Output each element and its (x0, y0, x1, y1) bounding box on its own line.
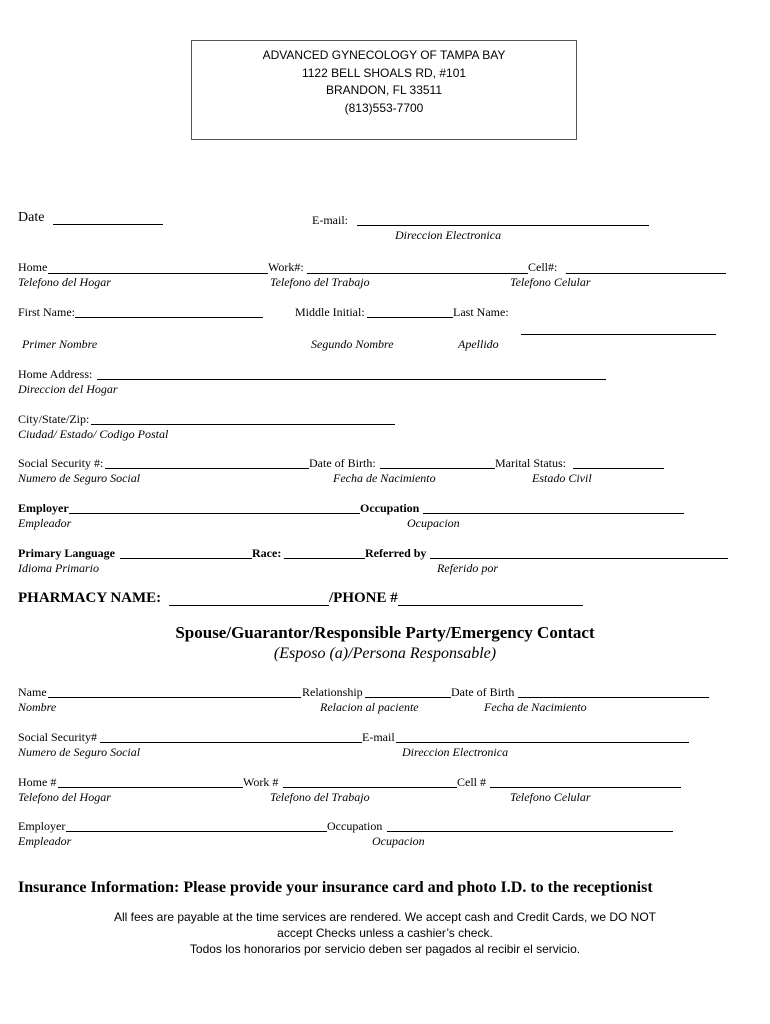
insurance-note-2: accept Checks unless a cashier’s check. (277, 926, 493, 940)
spouse-employer-field[interactable] (66, 831, 327, 832)
spouse-employer-label-es: Empleador (18, 834, 72, 848)
ssn-field[interactable] (105, 468, 309, 469)
practice-name: ADVANCED GYNECOLOGY OF TAMPA BAY (262, 48, 506, 62)
home-address-label: Home Address: (18, 367, 93, 381)
first-name-field[interactable] (75, 317, 263, 318)
middle-initial-field[interactable] (367, 317, 453, 318)
first-name-label: First Name: (18, 305, 75, 319)
email-label: E-mail: (312, 213, 348, 227)
date-label: Date (18, 210, 45, 225)
spouse-home-phone-label: Home # (18, 775, 57, 789)
spouse-dob-field[interactable] (518, 697, 709, 698)
email-label-es: Direccion Electronica (395, 228, 502, 242)
spouse-home-phone-field[interactable] (58, 787, 243, 788)
practice-phone: (813)553-7700 (344, 100, 424, 115)
marital-status-label: Marital Status: (495, 456, 566, 470)
primary-language-field[interactable] (120, 558, 252, 559)
spouse-relationship-label-es: Relacion al paciente (320, 700, 419, 714)
spouse-email-field[interactable] (396, 742, 689, 743)
practice-header (191, 40, 577, 140)
spouse-section-title: Spouse/Guarantor/Responsible Party/Emergency Contact (175, 623, 595, 642)
spouse-cell-phone-label-es: Telefono Celular (510, 790, 591, 804)
spouse-name-label-es: Nombre (18, 700, 57, 714)
referred-by-label-es: Referido por (437, 561, 498, 575)
employer-field[interactable] (69, 513, 360, 514)
work-phone-field[interactable] (307, 273, 528, 274)
spouse-email-label-es: Direccion Electronica (402, 745, 509, 759)
email-field[interactable] (357, 225, 649, 226)
spouse-name-label: Name (18, 685, 47, 699)
spouse-cell-phone-label: Cell # (457, 775, 486, 789)
dob-field[interactable] (380, 468, 495, 469)
insurance-note-3: Todos los honorarios por servicio deben ser pagados al recibir el servicio. (189, 942, 581, 956)
spouse-section-subtitle: (Esposo (a)/Persona Responsable) (273, 645, 497, 662)
work-phone-label-es: Telefono del Trabajo (270, 275, 370, 289)
spouse-occupation-label: Occupation (327, 819, 383, 833)
ssn-label: Social Security #: (18, 456, 104, 470)
primary-language-label: Primary Language (18, 546, 115, 560)
cell-phone-label-es: Telefono Celular (510, 275, 591, 289)
home-address-field[interactable] (97, 379, 606, 380)
spouse-relationship-field[interactable] (365, 697, 451, 698)
home-address-label-es: Direccion del Hogar (18, 382, 118, 396)
first-name-label-es: Primer Nombre (22, 337, 98, 351)
spouse-dob-label: Date of Birth (451, 685, 515, 699)
home-phone-field[interactable] (48, 273, 268, 274)
referred-by-field[interactable] (430, 558, 728, 559)
race-label: Race: (252, 546, 282, 560)
employer-label-es: Empleador (18, 516, 72, 530)
occupation-label: Occupation (360, 501, 420, 515)
work-phone-label: Work#: (268, 260, 304, 274)
practice-street: 1122 BELL SHOALS RD, #101 (301, 65, 467, 80)
spouse-relationship-label: Relationship (302, 685, 363, 699)
insurance-note-1: All fees are payable at the time services are rendered. We accept cash and Credit Cards, we DO NOT (113, 910, 657, 924)
insurance-title: Insurance Information: Please provide your insurance card and photo I.D. to the receptionist (18, 879, 653, 896)
pharmacy-name-label: PHARMACY NAME: (18, 590, 162, 606)
spouse-work-phone-label-es: Telefono del Trabajo (270, 790, 370, 804)
dob-label-es: Fecha de Nacimiento (333, 471, 436, 485)
dob-label: Date of Birth: (309, 456, 376, 470)
spouse-occupation-field[interactable] (387, 831, 673, 832)
spouse-email-label: E-mail (362, 730, 395, 744)
marital-status-label-es: Estado Civil (532, 471, 592, 485)
spouse-cell-phone-field[interactable] (490, 787, 681, 788)
last-name-label-es: Apellido (458, 337, 499, 351)
home-phone-label: Home (18, 260, 48, 274)
city-state-zip-label-es: Ciudad/ Estado/ Codigo Postal (18, 427, 169, 441)
city-state-zip-field[interactable] (91, 424, 395, 425)
spouse-occupation-label-es: Ocupacion (372, 834, 425, 848)
middle-name-label-es: Segundo Nombre (311, 337, 394, 351)
spouse-employer-label: Employer (18, 819, 66, 833)
spouse-work-phone-field[interactable] (283, 787, 457, 788)
spouse-ssn-label-es: Numero de Seguro Social (18, 745, 141, 759)
last-name-label: Last Name: (453, 305, 509, 319)
pharmacy-phone-field[interactable] (398, 605, 583, 606)
pharmacy-name-field[interactable] (169, 605, 329, 606)
spouse-dob-label-es: Fecha de Nacimiento (484, 700, 587, 714)
spouse-ssn-label: Social Security# (18, 730, 97, 744)
ssn-label-es: Numero de Seguro Social (18, 471, 141, 485)
occupation-field[interactable] (423, 513, 684, 514)
employer-label: Employer (18, 501, 69, 515)
home-phone-label-es: Telefono del Hogar (18, 275, 111, 289)
pharmacy-phone-label: /PHONE # (329, 590, 398, 606)
middle-initial-label: Middle Initial: (295, 305, 365, 319)
date-field[interactable] (53, 224, 163, 225)
cell-phone-label: Cell#: (528, 260, 558, 274)
spouse-name-field[interactable] (48, 697, 301, 698)
race-field[interactable] (284, 558, 365, 559)
spouse-home-phone-label-es: Telefono del Hogar (18, 790, 111, 804)
cell-phone-field[interactable] (566, 273, 726, 274)
referred-by-label: Referred by (365, 546, 427, 560)
occupation-label-es: Ocupacion (407, 516, 460, 530)
primary-language-label-es: Idioma Primario (18, 561, 99, 575)
practice-city: BRANDON, FL 33511 (325, 83, 443, 97)
city-state-zip-label: City/State/Zip: (18, 412, 90, 426)
spouse-ssn-field[interactable] (100, 742, 362, 743)
spouse-work-phone-label: Work # (243, 775, 279, 789)
marital-status-field[interactable] (573, 468, 664, 469)
last-name-field[interactable] (521, 334, 716, 335)
